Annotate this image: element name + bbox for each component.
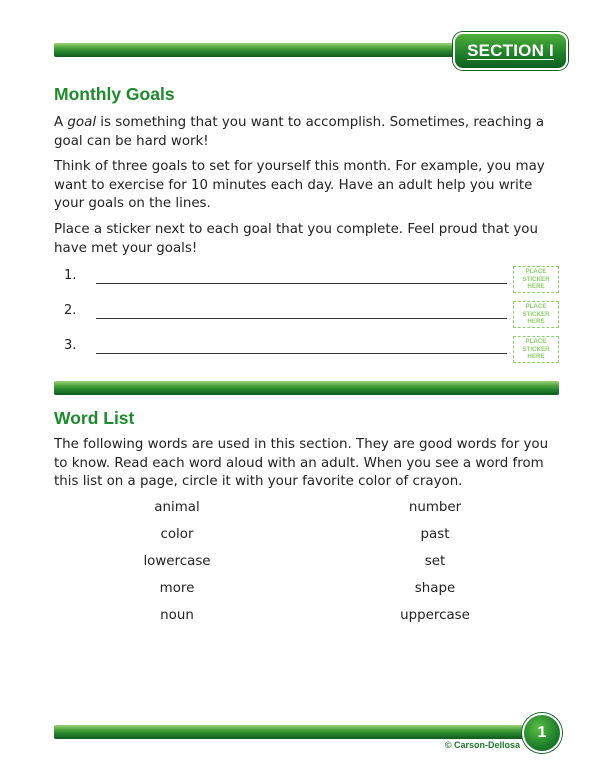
copyright-notice: © Carson-Dellosa	[444, 740, 520, 750]
word-list-item: set	[424, 554, 446, 569]
sticker-text: HERE	[527, 283, 545, 291]
section-tab	[453, 32, 568, 70]
word-list-item: more	[159, 581, 195, 596]
page-number-badge	[522, 713, 562, 753]
word-list-item: lowercase	[143, 554, 211, 569]
sticker-placeholder	[513, 266, 559, 293]
word-list-heading: Word List	[54, 408, 135, 428]
goal-writing-line[interactable]	[96, 353, 507, 354]
word-list-item: shape	[414, 581, 456, 596]
sticker-instructions-paragraph: Place a sticker next to each goal that you complete. Feel proud that you have met your goals!	[54, 222, 538, 256]
goal-row-2	[54, 303, 559, 329]
word-list-item: animal	[154, 500, 200, 515]
sticker-text: STICKER	[522, 275, 550, 283]
word-list-item: number	[408, 500, 462, 515]
sticker-text: PLACE	[525, 338, 547, 346]
goal-definition-paragraph	[54, 114, 559, 151]
word-list-intro: The following words are used in this section. They are good words for you to know. Read each word aloud with an adult. When you see a word from this list on a page, circle it with your favorite color of crayon.	[54, 437, 549, 489]
section-divider-bar	[54, 381, 559, 395]
word-list-item: past	[420, 527, 450, 542]
word-list-item: noun	[160, 608, 194, 623]
header-bar	[54, 43, 466, 57]
word-list-item: color	[160, 527, 194, 542]
goal-number: 2.	[64, 303, 77, 318]
goal-intro-rest: is something that you want to accomplish. Sometimes, reaching a goal can be hard work!	[54, 115, 545, 149]
monthly-goals-heading: Monthly Goals	[54, 84, 175, 104]
goal-intro-article: A	[54, 115, 68, 130]
sticker-text: STICKER	[522, 310, 550, 318]
goal-instructions-paragraph: Think of three goals to set for yourself this month. For example, you may want to exercise for 10 minutes each day. Have an adult help you write your goals on the lines.	[54, 159, 545, 211]
sticker-placeholder	[513, 301, 559, 328]
goal-number: 3.	[64, 338, 77, 353]
goal-writing-line[interactable]	[96, 318, 507, 319]
sticker-text: PLACE	[525, 303, 547, 311]
footer-bar	[54, 725, 529, 739]
section-label: SECTION I	[467, 41, 554, 60]
word-list-item: uppercase	[400, 608, 470, 623]
sticker-placeholder	[513, 336, 559, 363]
sticker-text: HERE	[527, 353, 545, 361]
goal-row-1	[54, 268, 559, 294]
goal-emphasis: goal	[67, 115, 97, 130]
goal-number: 1.	[64, 268, 77, 283]
page-number: 1	[537, 724, 547, 741]
sticker-text: PLACE	[525, 268, 547, 276]
goal-row-3	[54, 338, 559, 364]
goal-writing-line[interactable]	[96, 283, 507, 284]
sticker-text: STICKER	[522, 345, 550, 353]
sticker-text: HERE	[527, 318, 545, 326]
